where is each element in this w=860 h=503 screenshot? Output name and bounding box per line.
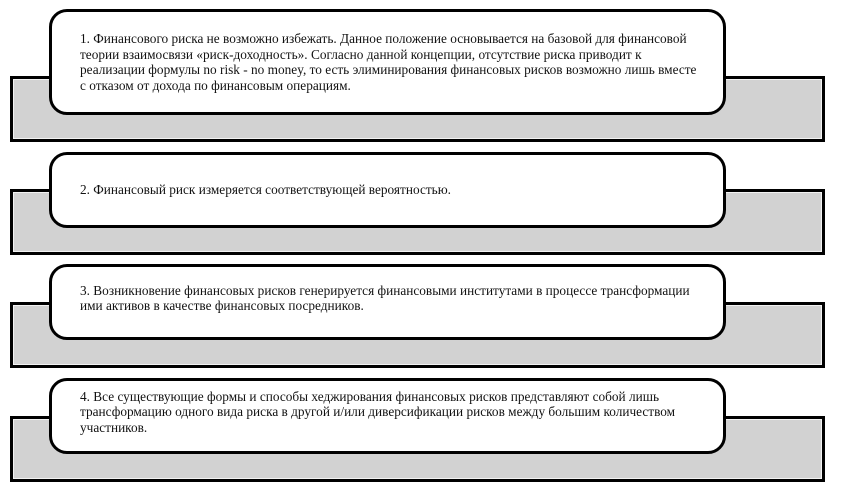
block-3-text: 3. Возникновение финансовых рисков генерируется финансовыми институтами в процессе трансформации ими активов в качестве финансовых посредников. [80,282,690,313]
block-4-card [49,378,726,454]
block-1-text: 1. Финансового риска не возможно избежать. Данное положение основывается на базовой для финансовой теории взаимосвязи «риск-доходность». Согласно данной концепции, отсутствие риска приводит к реализации формулы no risk - no money, то есть элиминирования финансовых рисков возможно лишь вместе с отказом от дохода по финансовым операциям. [80,31,697,93]
block-3-card [49,264,726,340]
block-2-card [49,152,726,228]
block-1-card [49,9,726,115]
block-4-text: 4. Все существующие формы и способы хеджирования финансовых рисков представляют собой лишь трансформацию одного вида риска в другой и/или диверсификации рисков между большим количеством участников. [80,388,676,435]
block-2-text: 2. Финансовый риск измеряется соответствующей вероятностью. [80,182,451,198]
